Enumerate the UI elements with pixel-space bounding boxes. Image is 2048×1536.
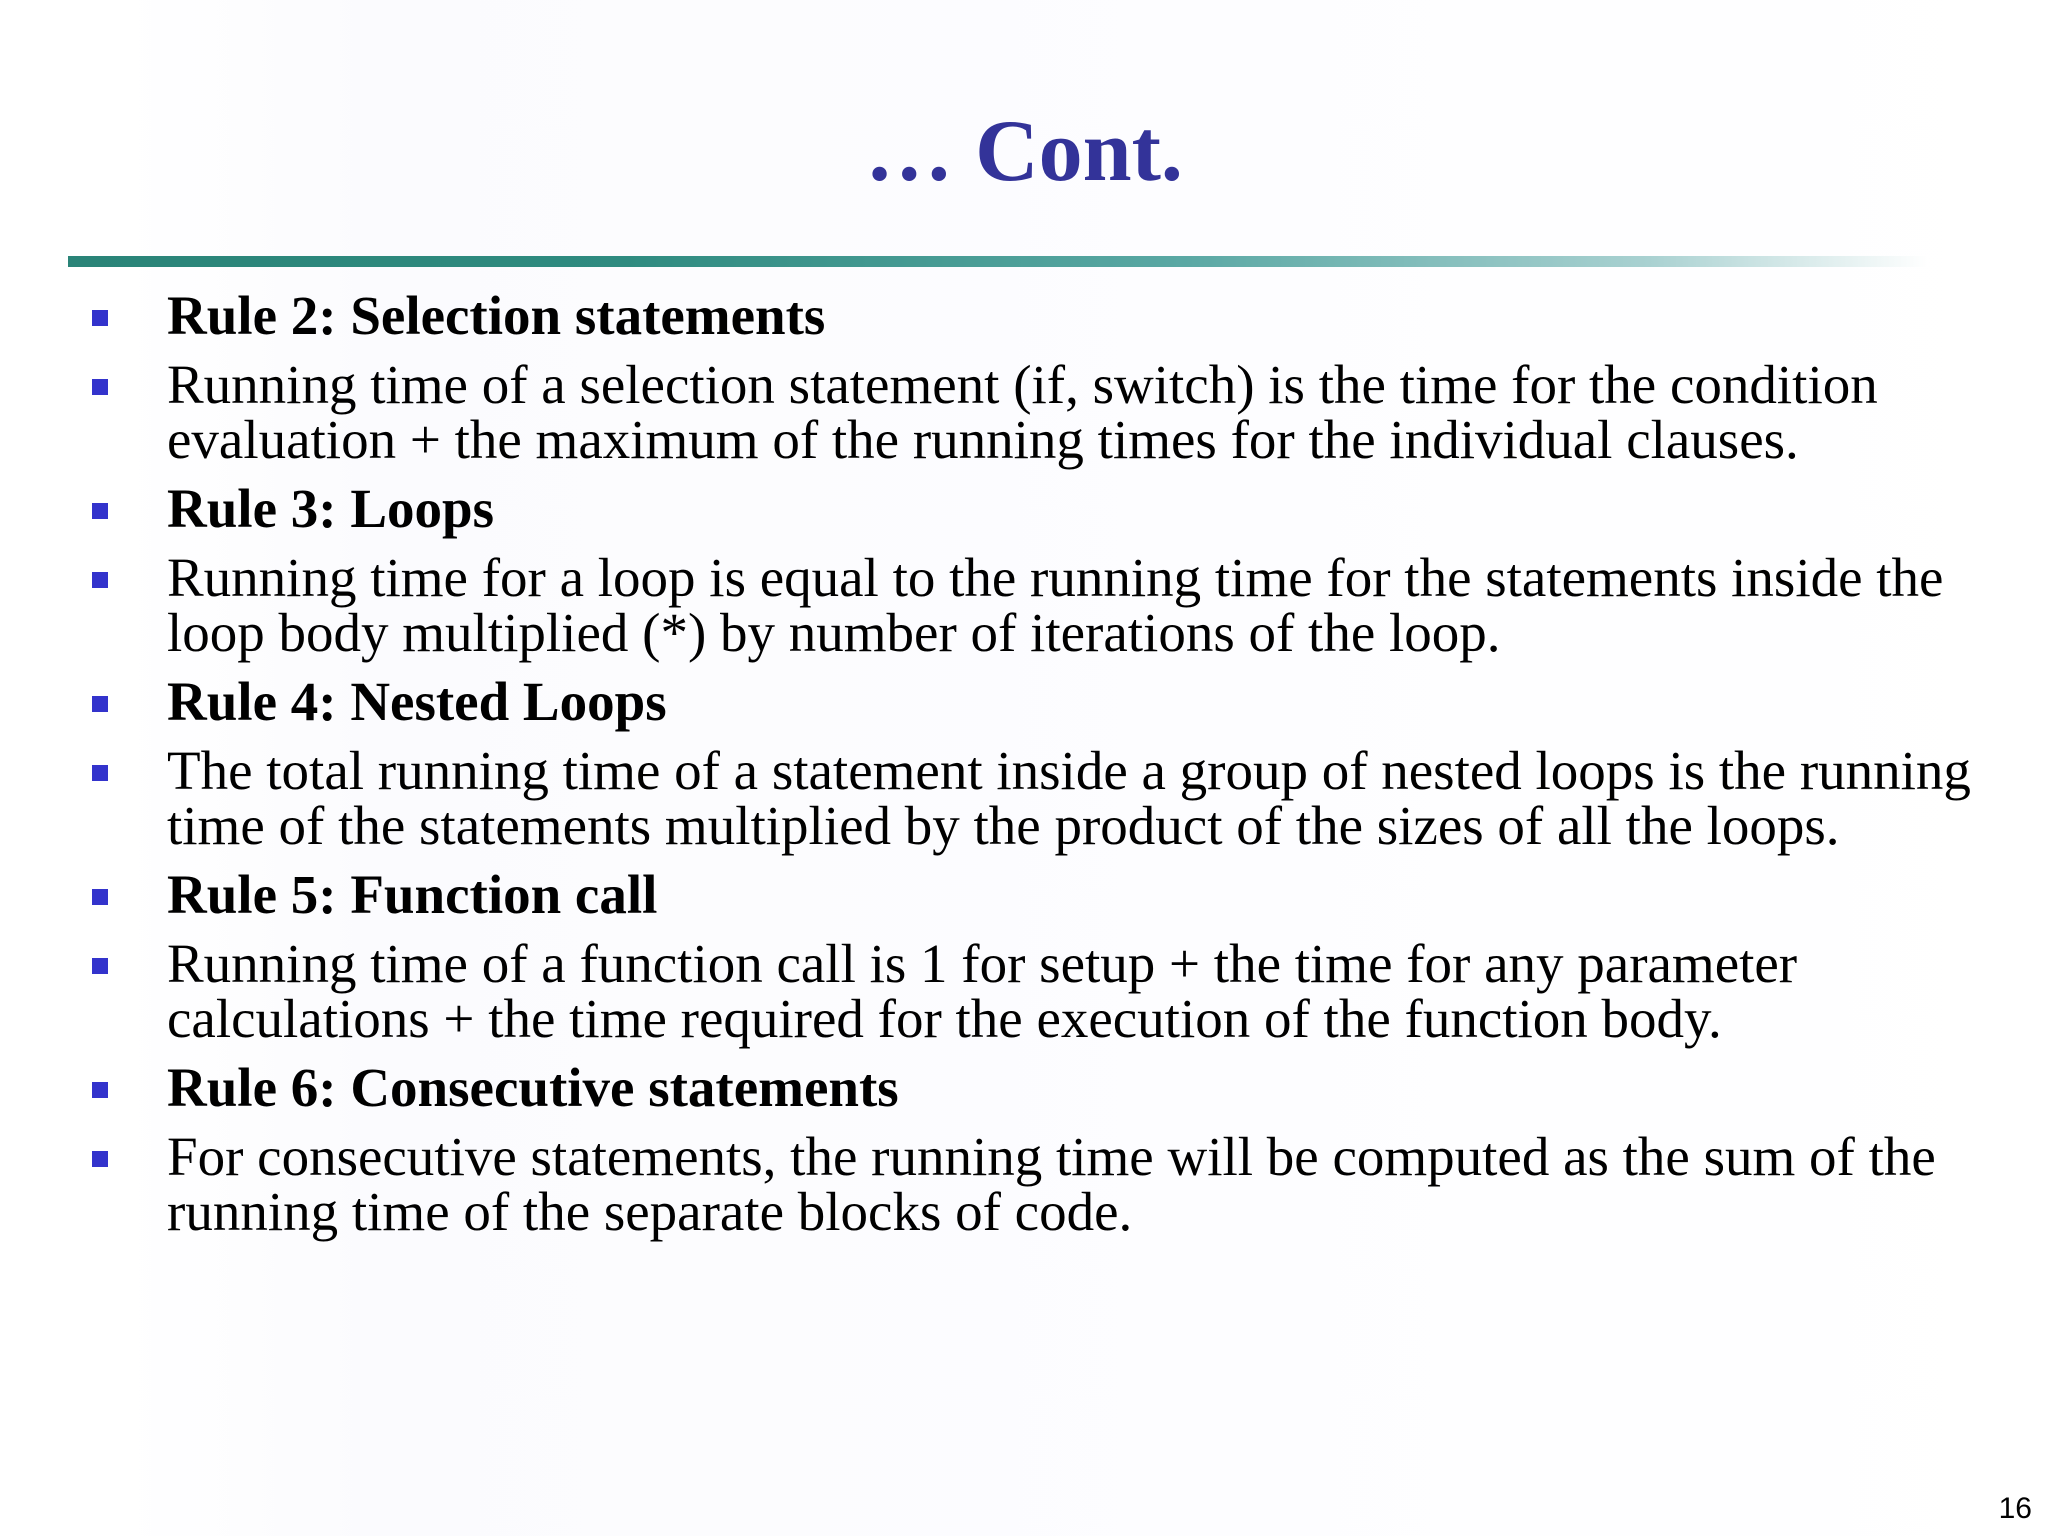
square-bullet-icon <box>92 379 108 395</box>
title-divider <box>68 256 1928 267</box>
bullet-list <box>0 285 2048 1253</box>
bullet-item-rule-5-heading <box>0 864 2048 925</box>
bullet-text: Rule 4: Nested Loops <box>167 671 667 732</box>
square-bullet-icon <box>92 1151 108 1167</box>
bullet-text: The total running time of a statement inside a group of nested loops is the running time of the statements multiplied by the product of the sizes of all the loops. <box>167 740 1971 856</box>
bullet-item-rule-6-heading <box>0 1057 2048 1118</box>
bullet-item-rule-4-body <box>0 740 2048 856</box>
square-bullet-icon <box>92 503 108 519</box>
bullet-text: Running time of a selection statement (if, switch) is the time for the condition evaluation + the maximum of the running times for the individual clauses. <box>167 354 1878 470</box>
page-number: 16 <box>1998 1492 2032 1525</box>
square-bullet-icon <box>92 696 108 712</box>
bullet-item-rule-3-heading <box>0 478 2048 539</box>
bullet-item-rule-2-body <box>0 354 2048 470</box>
bullet-item-rule-6-body <box>0 1126 2048 1242</box>
slide-title: … Cont. <box>865 103 1183 200</box>
square-bullet-icon <box>92 889 108 905</box>
square-bullet-icon <box>92 765 108 781</box>
bullet-text: Running time of a function call is 1 for setup + the time for any parameter calculations + the time required for the execution of the function body. <box>167 933 1798 1049</box>
bullet-text: For consecutive statements, the running time will be computed as the sum of the running time of the separate blocks of code. <box>167 1126 1936 1242</box>
bullet-text: Rule 5: Function call <box>167 864 658 925</box>
bullet-item-rule-2-heading <box>0 285 2048 346</box>
bullet-item-rule-3-body <box>0 547 2048 663</box>
bullet-text: Running time for a loop is equal to the running time for the statements inside the loop body multiplied (*) by number of iterations of the loop. <box>167 547 1944 663</box>
bullet-item-rule-4-heading <box>0 671 2048 732</box>
square-bullet-icon <box>92 310 108 326</box>
bullet-text: Rule 2: Selection statements <box>167 285 826 346</box>
square-bullet-icon <box>92 958 108 974</box>
bullet-text: Rule 3: Loops <box>167 478 494 539</box>
bullet-text: Rule 6: Consecutive statements <box>167 1057 899 1118</box>
bullet-item-rule-5-body <box>0 933 2048 1049</box>
square-bullet-icon <box>92 572 108 588</box>
square-bullet-icon <box>92 1082 108 1098</box>
